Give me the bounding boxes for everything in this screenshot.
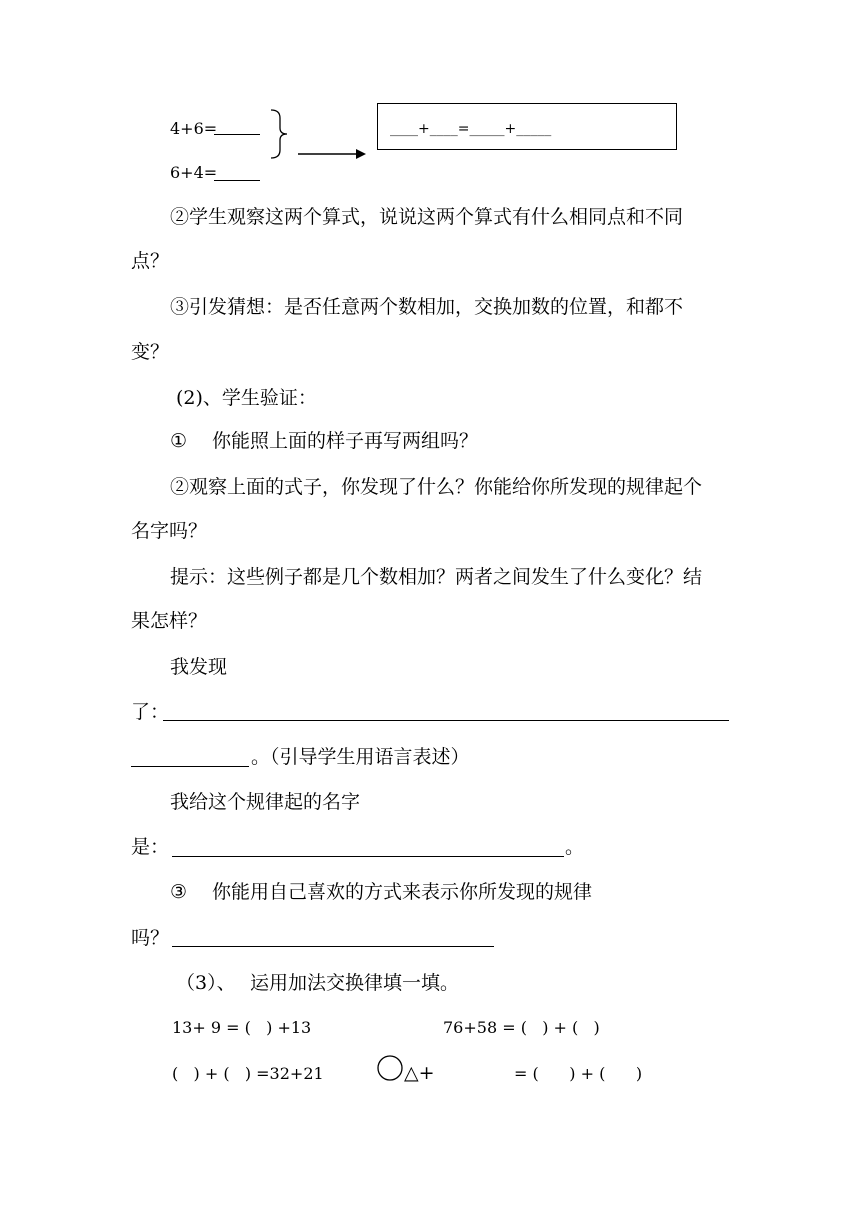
found-answer-line-2[interactable] bbox=[131, 766, 249, 767]
section-heading-verify: (2)、学生验证： bbox=[176, 387, 317, 409]
hint-line2: 果怎样？ bbox=[131, 610, 208, 632]
found-suffix: 。（引导学生用语言表述） bbox=[251, 746, 470, 768]
found-prefix: 了： bbox=[131, 701, 170, 723]
question-1-text: 你能照上面的样子再写两组吗？ bbox=[212, 430, 479, 452]
question-2-line1: ②观察上面的式子，你发现了什么？你能给你所发现的规律起个 bbox=[170, 476, 703, 498]
equation-4-plus-6 bbox=[170, 121, 217, 137]
paragraph-observe-line2: 点？ bbox=[131, 250, 170, 272]
rule-name-label: 我给这个规律起的名字 bbox=[170, 791, 361, 813]
paragraph-observe-line1: ②学生观察这两个算式，说说这两个算式有什么相同点和不同 bbox=[170, 206, 684, 228]
right-arrow-icon bbox=[298, 147, 368, 161]
question-3-answer-line[interactable] bbox=[172, 946, 494, 947]
section-heading-exercise-text: 运用加法交换律填一填。 bbox=[250, 972, 460, 994]
equation-template-box bbox=[377, 103, 677, 150]
question-3-text: 你能用自己喜欢的方式来表示你所发现的规律 bbox=[212, 881, 593, 903]
rule-name-prefix: 是： bbox=[131, 836, 170, 858]
exercise-4-rest: = ( ) + ( ) bbox=[514, 1064, 643, 1083]
right-brace-icon bbox=[268, 108, 290, 160]
circle-icon bbox=[376, 1054, 404, 1082]
rule-name-suffix: 。 bbox=[565, 836, 585, 858]
hint-line1: 提示：这些例子都是几个数相加？两者之间发生了什么变化？结 bbox=[170, 566, 703, 588]
section-heading-exercise-number: （3）、 bbox=[176, 972, 236, 994]
exercise-3: ( ) + ( ) =32+21 bbox=[172, 1064, 324, 1083]
exercise-1: 13+ 9 = ( ) +13 bbox=[172, 1018, 312, 1037]
question-3-number: ③ bbox=[170, 881, 188, 903]
question-3-prefix: 吗？ bbox=[131, 927, 170, 949]
equation-4-plus-6-blank bbox=[214, 134, 260, 135]
exercise-4-symbol: △+ bbox=[404, 1062, 435, 1084]
equation-template-text: ____+____=_____+_____ bbox=[390, 121, 552, 137]
equation-text: 6+4= bbox=[170, 163, 218, 182]
exercise-2: 76+58 = ( ) + ( ) bbox=[443, 1018, 600, 1037]
equation-6-plus-4 bbox=[170, 165, 217, 181]
equation-6-plus-4-blank bbox=[214, 180, 260, 181]
equation-text: 4+6= bbox=[170, 119, 218, 138]
found-answer-line-1[interactable] bbox=[163, 720, 729, 721]
paragraph-guess-line1: ③引发猜想：是否任意两个数相加，交换加数的位置，和都不 bbox=[170, 296, 684, 318]
paragraph-guess-line2: 变？ bbox=[131, 341, 170, 363]
found-label: 我发现 bbox=[170, 656, 228, 678]
question-2-line2: 名字吗？ bbox=[131, 520, 208, 542]
rule-name-answer-line[interactable] bbox=[172, 856, 564, 857]
question-1-number: ① bbox=[170, 430, 188, 452]
